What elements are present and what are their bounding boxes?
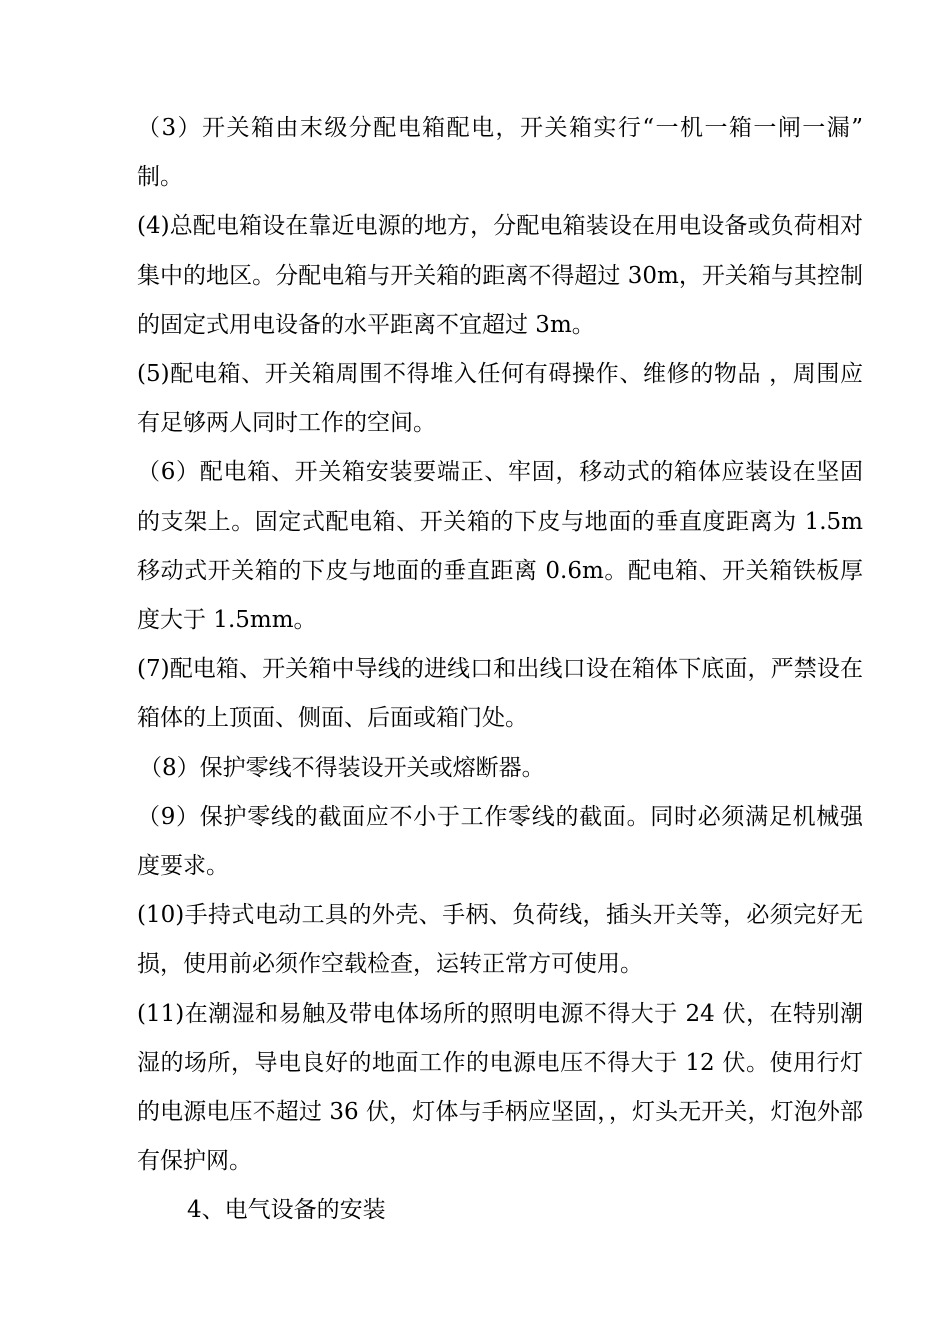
paragraph-9: （9）保护零线的截面应不小于工作零线的截面。同时必须满足机械强度要求。 [137,803,863,880]
paragraph-7: (7)配电箱、开关箱中导线的进线口和出线口设在箱体下底面，严禁设在箱体的上顶面、侧面、后面或箱门处。 [137,656,863,732]
paragraph-3: （3）开关箱由末级分配电箱配电，开关箱实行“一机一箱一闸一漏” 制。 [137,115,863,191]
paragraph-8: （8）保护零线不得装设开关或熔断器。 [139,754,545,781]
paragraph-5: (5)配电箱、开关箱周围不得堆入任何有碍操作、维修的物品 ，周围应有足够两人同时工作的空间。 [137,361,863,437]
paragraph-10: (10)手持式电动工具的外壳、手柄、负荷线，插头开关等，必须完好无损，使用前必须作空载检查，运转正常方可使用。 [137,902,863,978]
paragraph-6: （6）配电箱、开关箱安装要端正、牢固，移动式的箱体应装设在坚固的支架上。固定式配电箱、开关箱的下皮与地面的垂直度距离为 1.5m 移动式开关箱的下皮与地面的垂直距离 0.6m。配电箱、开关箱铁板厚度大于 1.5mm。 [137,459,863,634]
section-heading: 4、电气设备的安装 [187,1197,386,1224]
document-page [137,104,863,1236]
paragraph-4: (4)总配电箱设在靠近电源的地方，分配电箱装设在用电设备或负荷相对集中的地区。分配电箱与开关箱的距离不得超过 30m，开关箱与其控制的固定式用电设备的水平距离不宜超过 3m。 [137,213,863,338]
paragraph-11: (11)在潮湿和易触及带电体场所的照明电源不得大于 24 伏，在特别潮湿的场所，导电良好的地面工作的电源电压不得大于 12 伏。使用行灯的电源电压不超过 36 伏，灯体与手柄应坚固，，灯头无开关，灯泡外部有保护网。 [137,1000,863,1175]
